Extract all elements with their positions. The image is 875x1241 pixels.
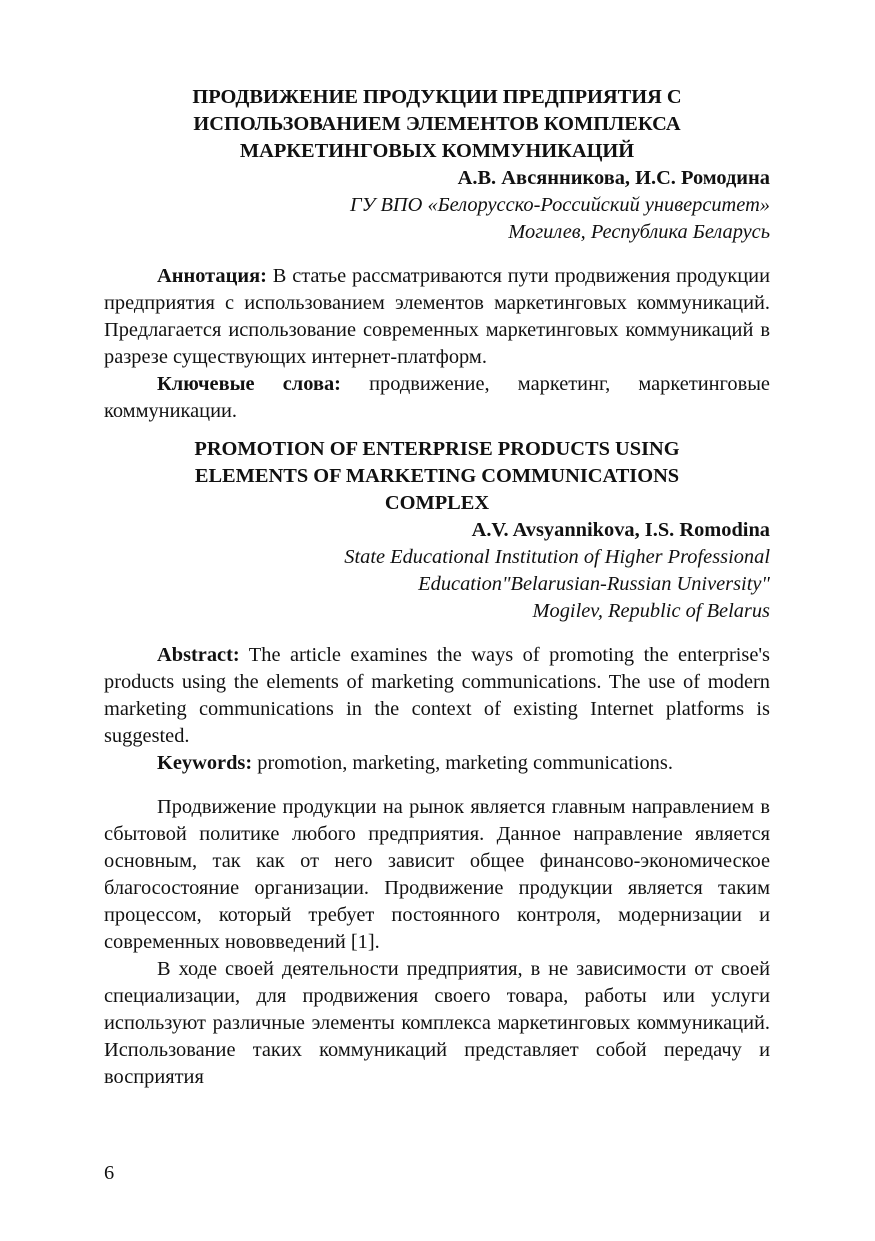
en-keywords: [104, 750, 770, 777]
en-affiliation-line: State Educational Institution of Higher Professional: [344, 546, 770, 568]
en-title-line: COMPLEX: [384, 492, 490, 514]
ru-affiliation-line: Могилев, Республика Беларусь: [508, 221, 770, 243]
ru-keywords-label: Ключевые слова:: [157, 373, 341, 395]
ru-keywords: [104, 371, 770, 425]
en-authors: A.V. Avsyannikova, I.S. Romodina: [471, 519, 770, 541]
ru-affiliation-line: ГУ ВПО «Белорусско-Российский университет»: [350, 194, 770, 216]
body-paragraph-1: Продвижение продукции на рынок является главным направлением в сбытовой политике любого предприятия. Данное направление является основным, так как от него зависит общее финансово-экономическое благосостояние организации. Продвижение продукции является таким процессом, который требует постоянного контроля, модернизации и современных нововведений [1].: [104, 796, 770, 953]
ru-abstract-text: В статье рассматриваются пути продвижения продукции предприятия с использованием элементов маркетинговых коммуникаций. Предлагается использование современных маркетинговых коммуникаций в разрезе существующих интернет-платформ.: [104, 265, 770, 368]
en-affiliation-line: Education"Belarusian-Russian University": [418, 573, 770, 595]
page-number: 6: [104, 1162, 115, 1184]
en-title-line: PROMOTION OF ENTERPRISE PRODUCTS USING: [194, 438, 680, 460]
en-affiliation-line: Mogilev, Republic of Belarus: [532, 600, 770, 622]
ru-keywords-text: продвижение, маркетинг, маркетинговые коммуникации.: [104, 373, 770, 422]
en-abstract-label: Abstract:: [157, 644, 240, 666]
article-page: [104, 84, 770, 1091]
en-abstract-text: The article examines the ways of promoting the enterprise's products using the elements of marketing communications. The use of modern marketing communications in the context of existing Internet platforms is suggested.: [104, 644, 770, 747]
en-title: [104, 436, 770, 517]
ru-abstract-label: Аннотация:: [157, 265, 267, 287]
ru-affiliation: [104, 192, 770, 246]
ru-authors: А.В. Авсянникова, И.С. Ромодина: [457, 167, 770, 189]
body-paragraph-2: В ходе своей деятельности предприятия, в не зависимости от своей специализации, для продвижения своего товара, работы или услуги используют различные элементы комплекса маркетинговых коммуникаций. Использование таких коммуникаций представляет собой передачу и восприятия: [104, 958, 770, 1088]
ru-title-line: ПРОДВИЖЕНИЕ ПРОДУКЦИИ ПРЕДПРИЯТИЯ С: [192, 86, 682, 108]
en-keywords-label: Keywords:: [157, 752, 253, 774]
en-keywords-text: promotion, marketing, marketing communications.: [252, 752, 673, 774]
ru-title: [104, 84, 770, 165]
ru-title-line: ИСПОЛЬЗОВАНИЕМ ЭЛЕМЕНТОВ КОМПЛЕКСА: [193, 113, 681, 135]
ru-abstract: [104, 263, 770, 371]
en-title-line: ELEMENTS OF MARKETING COMMUNICATIONS: [194, 465, 680, 487]
en-affiliation: [104, 544, 770, 625]
ru-title-line: МАРКЕТИНГОВЫХ КОММУНИКАЦИЙ: [239, 140, 635, 162]
en-abstract: [104, 642, 770, 750]
